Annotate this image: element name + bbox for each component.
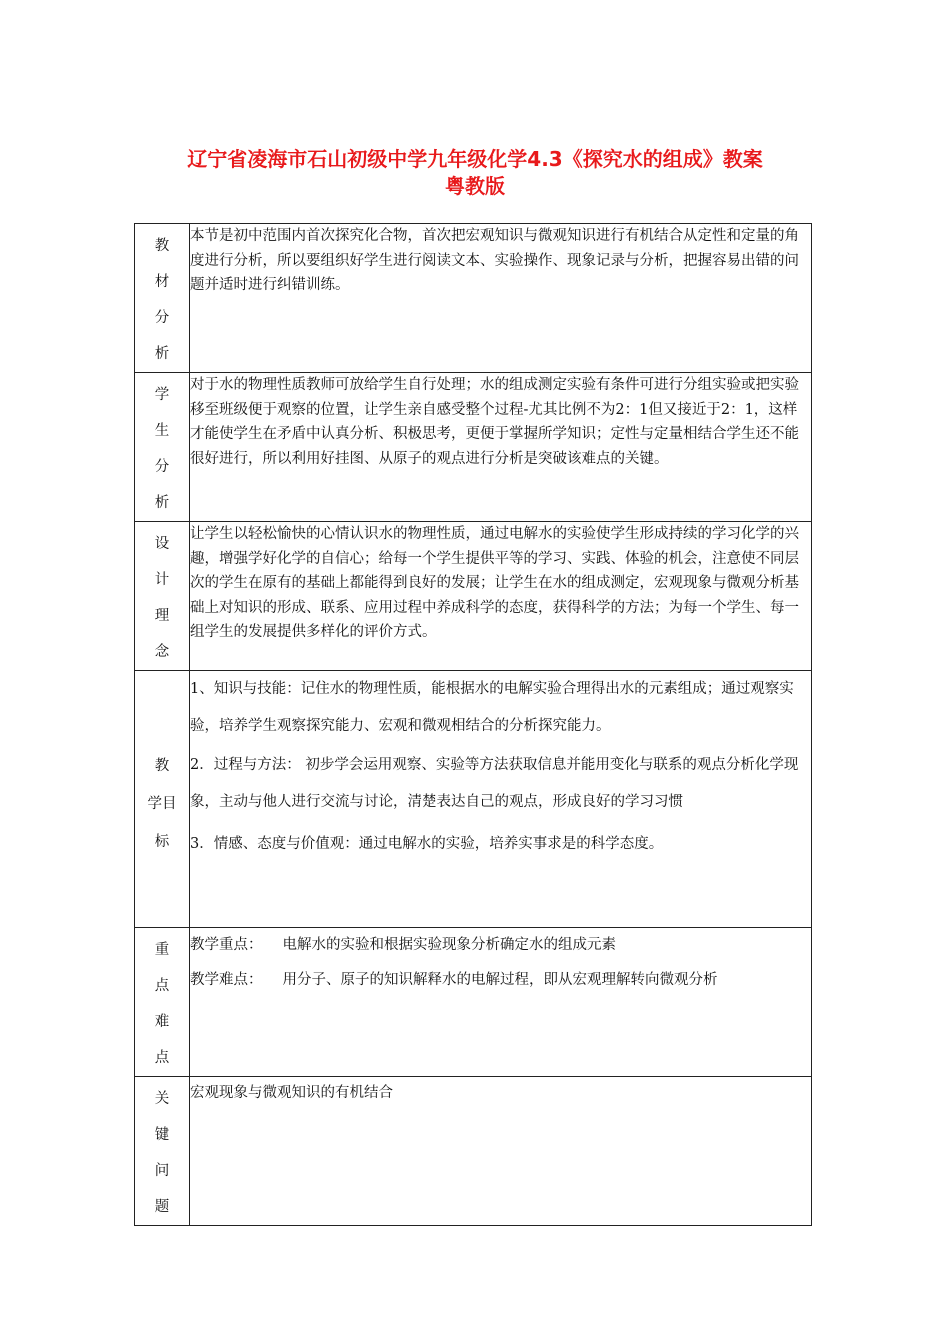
row-label-cell — [135, 224, 190, 373]
student-analysis-text: 对于水的物理性质教师可放给学生自行处理；水的组成测定实验有条件可进行分组实验或把实验移至班级便于观察的位置，让学生亲自感受整个过程-尤其比例不为2：1但又接近于2：1，这样才能使学生在矛盾中认真分析、积极思考，更便于掌握所学知识；定性与定量相结合学生还不能很好进行，所以利用好挂图、从原子的观点进行分析是突破该难点的关键。 — [190, 373, 812, 522]
teaching-focus-text: 电解水的实验和根据实验现象分析确定水的组成元素 — [282, 937, 616, 953]
row-label-cell — [135, 928, 190, 1077]
row-label-cell — [135, 522, 190, 671]
row-label-design-concept: 设 计 理 念 — [154, 536, 170, 660]
lesson-plan-table — [134, 223, 812, 1226]
teaching-difficulty-text: 用分子、原子的知识解释水的电解过程，即从宏观理解转向微观分析 — [282, 972, 718, 988]
row-label-cell — [135, 1077, 190, 1226]
table-row-key-difficult-points — [135, 928, 812, 1077]
table-row-material-analysis — [135, 224, 812, 373]
teaching-focus-label: 教学重点： — [190, 937, 263, 953]
table-row-teaching-objectives — [135, 671, 812, 928]
material-analysis-text: 本节是初中范围内首次探究化合物，首次把宏观知识与微观知识进行有机结合从定性和定量的角度进行分析，所以要组织好学生进行阅读文本、实验操作、现象记录与分析，把握容易出错的问题并适时进行纠错训练。 — [190, 224, 812, 373]
table-row-student-analysis — [135, 373, 812, 522]
table-row-design-concept — [135, 522, 812, 671]
key-question-text: 宏观现象与微观知识的有机结合 — [190, 1077, 812, 1226]
row-label-cell — [135, 373, 190, 522]
teaching-objectives-content — [190, 671, 812, 928]
row-label-material-analysis: 教 材 分 析 — [154, 238, 170, 362]
title-line-1: 辽宁省凌海市石山初级中学九年级化学4.3《探究水的组成》教案 — [187, 147, 763, 171]
key-difficult-points-content — [190, 928, 812, 1077]
title-line-2: 粤教版 — [445, 174, 505, 198]
document-title — [120, 146, 830, 200]
table-row-key-question — [135, 1077, 812, 1226]
objective-knowledge-skills: 1、知识与技能：记住水的物理性质，能根据水的电解实验合理得出水的元素组成；通过观察实验，培养学生观察探究能力、宏观和微观相结合的分析探究能力。 — [190, 681, 794, 734]
design-concept-text: 让学生以轻松愉快的心情认识水的物理性质，通过电解水的实验使学生形成持续的学习化学的兴趣，增强学好化学的自信心；给每一个学生提供平等的学习、实践、体验的机会，注意使不同层次的学生在原有的基础上都能得到良好的发展；让学生在水的组成测定，宏观现象与微观分析基础上对知识的形成、联系、应用过程中养成科学的态度，获得科学的方法；为每一个学生、每一组学生的发展提供多样化的评价方式。 — [190, 522, 812, 671]
row-label-key-question: 关 键 问 题 — [154, 1091, 170, 1215]
objective-process-methods: 2．过程与方法： 初步学会运用观察、实验等方法获取信息并能用变化与联系的观点分析化学现象，主动与他人进行交流与讨论，清楚表达自己的观点，形成良好的学习习惯 — [190, 757, 799, 810]
row-label-cell — [135, 671, 190, 928]
teaching-difficulty-line — [190, 963, 811, 998]
row-label-teaching-objectives: 教 学目 标 — [147, 758, 177, 850]
teaching-difficulty-label: 教学难点： — [190, 972, 263, 988]
objective-attitudes-values: 3．情感、态度与价值观：通过电解水的实验，培养实事求是的科学态度。 — [190, 836, 664, 852]
row-label-key-difficult-points: 重 点 难 点 — [154, 942, 170, 1066]
teaching-focus-line — [190, 928, 811, 963]
row-label-student-analysis: 学 生 分 析 — [154, 387, 170, 511]
